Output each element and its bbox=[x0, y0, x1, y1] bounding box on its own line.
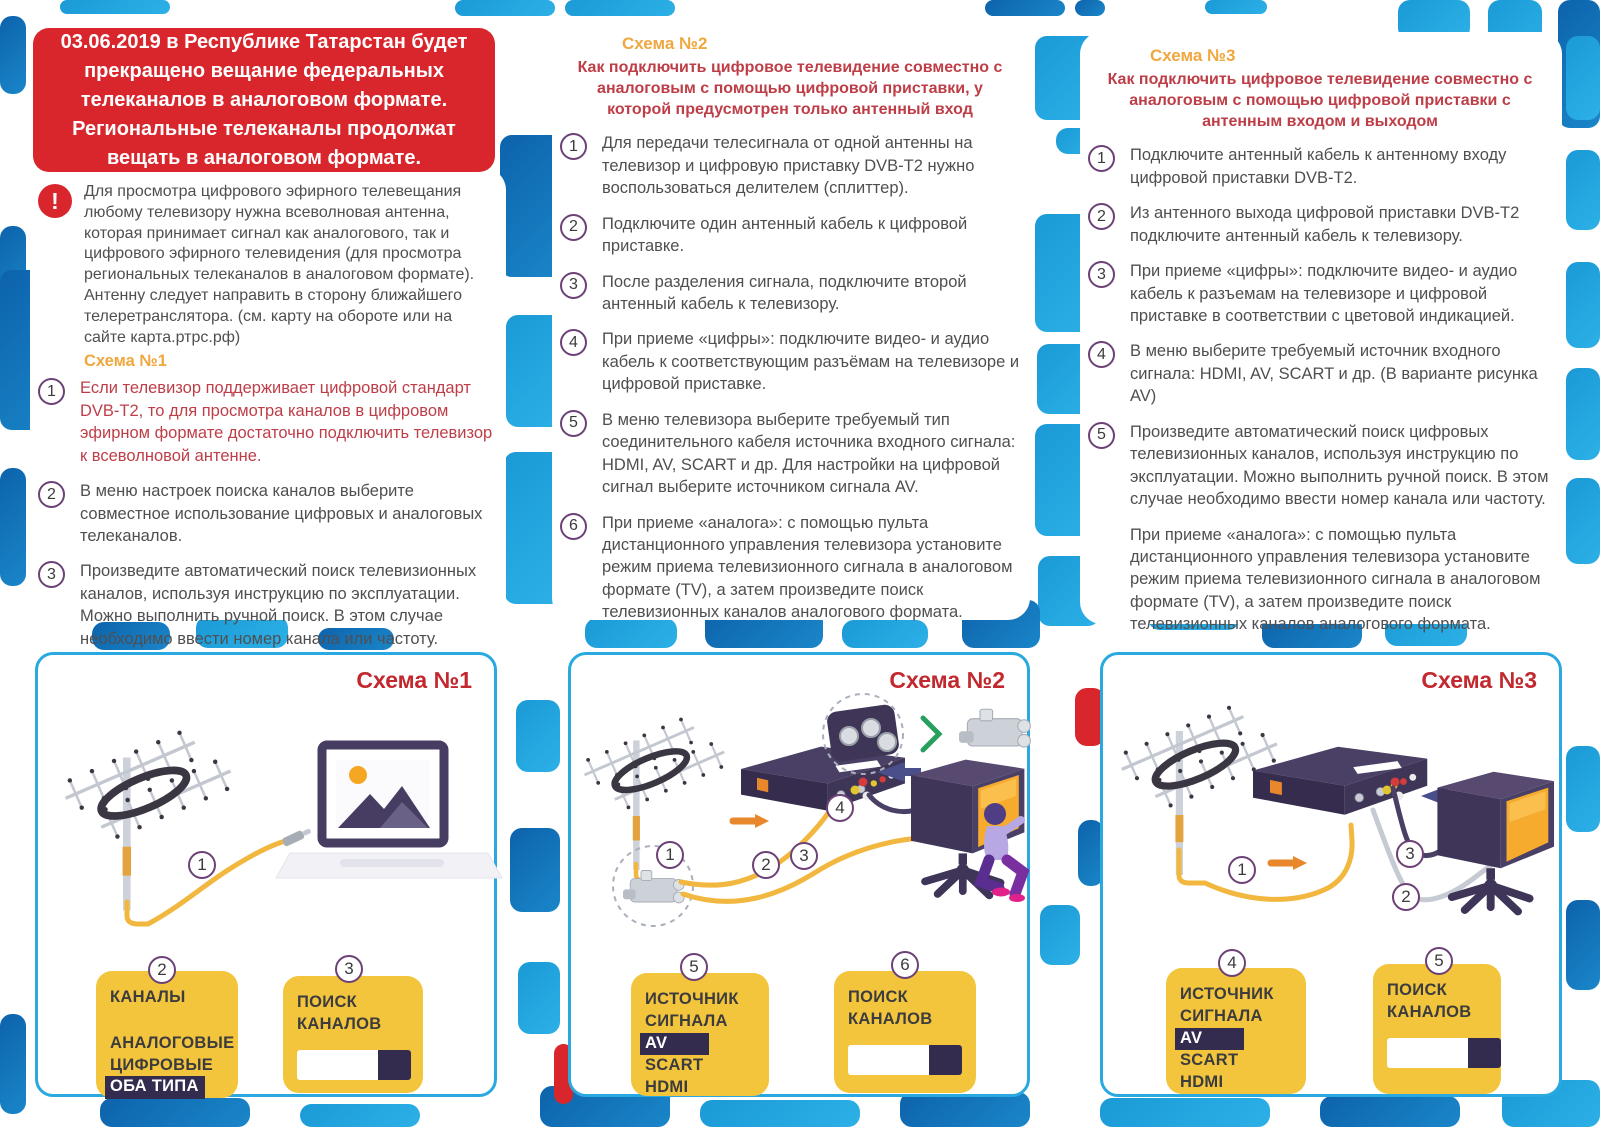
background-tile bbox=[1566, 262, 1600, 348]
callout-2: 2 bbox=[752, 851, 780, 879]
callout-1: 1 bbox=[656, 841, 684, 869]
callout-1: 1 bbox=[188, 851, 216, 879]
menu-channel-search bbox=[834, 971, 976, 1093]
scheme1-illustration bbox=[38, 690, 494, 990]
scheme1-panel-title: Схема №1 bbox=[356, 667, 472, 693]
background-tile bbox=[985, 0, 1065, 16]
step-text: Произведите автоматический поиск цифровых телевизионных каналов, используя инструкцию по эксплуатации. Можно выполнить ручной поиск. В этом случае необходимо ввести номер канала или частоту. bbox=[1130, 422, 1549, 509]
callout-6: 6 bbox=[891, 951, 919, 979]
background-tile bbox=[60, 0, 170, 14]
callout-4: 4 bbox=[826, 794, 854, 822]
scheme2-diagram-panel bbox=[568, 652, 1030, 1097]
menu-title: КАНАЛЫ bbox=[110, 988, 186, 1006]
menu-option: АНАЛОГОВЫЕ bbox=[110, 1033, 235, 1052]
menu-option: HDMI bbox=[1180, 1073, 1224, 1092]
scheme2-panel-title: Схема №2 bbox=[889, 667, 1005, 693]
column-scheme2 bbox=[552, 20, 1030, 620]
column-scheme3 bbox=[1080, 32, 1562, 634]
keyboard bbox=[340, 859, 444, 867]
callout-4: 4 bbox=[1218, 949, 1246, 977]
cable-connector bbox=[281, 826, 312, 847]
scheme2-subtitle: Как подключить цифровое телевидение совместно с аналоговым с помощью цифровой приставки, у которой предусмотрен только антенный вход bbox=[577, 59, 1003, 118]
background-tile bbox=[0, 16, 26, 94]
menu-channels bbox=[96, 971, 238, 1098]
intro-text: Для просмотра цифрового эфирного телевещания любому телевизору нужна всеволновая антенна, которая принимает сигнал как аналогового, так и цифрового эфирного телевидения (для просмотра региональных телеканалов в аналоговом формате). Антенну следует направить в сторону ближайшего телеретранслятора. (см. карту на обороте или на сайте карта.ртрс.рф) bbox=[84, 183, 475, 346]
step-number: 2 bbox=[1088, 203, 1115, 230]
instruction-step bbox=[38, 377, 496, 467]
step-number: 4 bbox=[560, 329, 587, 356]
background-tile bbox=[842, 620, 928, 648]
background-tile bbox=[1566, 478, 1600, 564]
menu-signal-source bbox=[1166, 968, 1306, 1094]
background-tile bbox=[1566, 36, 1600, 120]
background-tile bbox=[510, 828, 560, 912]
step-number: 1 bbox=[1088, 145, 1115, 172]
background-tile bbox=[100, 1098, 250, 1127]
step-number: 3 bbox=[38, 561, 65, 588]
column-intro bbox=[30, 168, 506, 648]
background-tile bbox=[0, 468, 26, 586]
instruction-step bbox=[1088, 202, 1552, 247]
background-tile bbox=[1040, 905, 1080, 965]
background-tile bbox=[1100, 1098, 1270, 1127]
instruction-step bbox=[560, 132, 1020, 199]
step-number: 1 bbox=[560, 133, 587, 160]
background-tile bbox=[1566, 368, 1600, 460]
scheme2-title: Схема №2 bbox=[622, 34, 708, 53]
background-tile bbox=[900, 1092, 1030, 1127]
background-tile bbox=[1566, 900, 1600, 990]
scheme3-diagram-panel bbox=[1100, 652, 1562, 1097]
photo-sun bbox=[349, 766, 367, 784]
step-number: 6 bbox=[560, 513, 587, 540]
menu-title: ПОИСК КАНАЛОВ bbox=[297, 993, 382, 1033]
background-tile bbox=[300, 1104, 420, 1127]
progress-bar bbox=[848, 1045, 962, 1075]
instruction-step bbox=[38, 560, 496, 650]
scheme1-diagram-panel bbox=[35, 652, 497, 1097]
menu-channel-search bbox=[1373, 964, 1501, 1094]
background-tile bbox=[1205, 0, 1267, 14]
step-number: 3 bbox=[560, 272, 587, 299]
background-tile bbox=[700, 1100, 860, 1127]
warning-icon bbox=[38, 184, 72, 218]
background-tile bbox=[1566, 746, 1600, 832]
instruction-step bbox=[560, 271, 1020, 316]
instruction-step bbox=[1088, 340, 1552, 407]
background-tile bbox=[1320, 1096, 1460, 1127]
menu-option-selected: AV bbox=[640, 1033, 709, 1056]
step-text: Если телевизор поддерживает цифровой стандарт DVB-T2, то для просмотра каналов в цифровом эфирном формате достаточно подключить телевизор к всеволновой антенне. bbox=[80, 379, 493, 465]
step-number: 4 bbox=[1088, 341, 1115, 368]
instruction-step bbox=[1088, 144, 1552, 189]
background-tile bbox=[1075, 0, 1105, 16]
background-tile bbox=[0, 1014, 26, 1114]
menu-title: ИСТОЧНИК СИГНАЛА bbox=[645, 990, 739, 1030]
step-text: Для передачи телесигнала от одной антенны на телевизор и цифровую приставку DVB-T2 нужно воспользоваться делителем (сплиттер). bbox=[602, 134, 975, 198]
background-tile bbox=[516, 700, 560, 772]
step-text: Подключите один антенный кабель к цифровой приставке. bbox=[602, 214, 968, 256]
background-tile bbox=[565, 0, 675, 16]
callout-5: 5 bbox=[680, 953, 708, 981]
background-tile bbox=[1566, 150, 1600, 230]
step-text: При приеме «цифры»: подключите видео- и аудио кабель к разъемам на телевизоре и цифровой приставке в соответствии с цветовой индикацией. bbox=[1130, 262, 1518, 326]
instruction-step bbox=[560, 512, 1020, 624]
step-text: При приеме «аналога»: с помощью пульта дистанционного управления телевизора установите режим приема телевизионного сигнала в аналоговом формате (TV), а затем произведите поиск телевизионных каналов аналогового формата. bbox=[602, 513, 1013, 622]
menu-title: ПОИСК КАНАЛОВ bbox=[1387, 981, 1472, 1021]
deadline-alert bbox=[33, 28, 495, 172]
progress-bar bbox=[1387, 1038, 1501, 1068]
menu-option: HDMI bbox=[645, 1078, 689, 1097]
instruction-step bbox=[560, 213, 1020, 258]
step-number: 2 bbox=[38, 481, 65, 508]
step-text: При приеме «цифры»: подключите видео- и аудио кабель к соответствующим разъёмам на телевизоре и цифровой приставке. bbox=[602, 330, 1020, 394]
progress-bar bbox=[297, 1050, 411, 1080]
step-number: 1 bbox=[38, 378, 65, 405]
menu-option: SCART bbox=[1180, 1051, 1239, 1070]
chevron-right-icon bbox=[923, 718, 939, 750]
callout-2: 2 bbox=[1392, 883, 1420, 911]
deadline-alert-text: 03.06.2019 в Республике Татарстан будет прекращено вещание федеральных телеканалов в аналоговом формате. Региональные телеканалы продолжат вещать в аналоговом формате. bbox=[60, 30, 468, 169]
callout-5: 5 bbox=[1425, 947, 1453, 975]
scheme1-label: Схема №1 bbox=[84, 352, 167, 371]
callout-3: 3 bbox=[1396, 840, 1424, 868]
scheme3-panel-title: Схема №3 bbox=[1421, 667, 1537, 693]
step-text: Из антенного выхода цифровой приставки DVB-T2 подключите антенный кабель к телевизору. bbox=[1130, 204, 1520, 245]
warning-glyph: ! bbox=[51, 187, 59, 214]
instruction-step bbox=[1088, 421, 1552, 511]
scheme3-illustration bbox=[1103, 690, 1559, 990]
menu-option: ЦИФРОВЫЕ bbox=[110, 1055, 214, 1074]
step-text: В меню телевизора выберите требуемый тип соединительного кабеля источника входного сигнала: HDMI, AV, SCART и др. Для настройки на цифровой сигнал выберите источником сигнала AV. bbox=[602, 410, 1016, 497]
antenna-cable bbox=[1179, 825, 1352, 899]
instruction-step bbox=[560, 409, 1020, 499]
background-tile bbox=[518, 962, 560, 1034]
scheme3-subtitle: Как подключить цифровое телевидение совместно с аналоговым с помощью цифровой приставки с антенным входом и выходом bbox=[1107, 71, 1533, 130]
scheme3-title: Схема №3 bbox=[1150, 46, 1236, 65]
scheme2-illustration bbox=[571, 690, 1027, 990]
menu-channel-search bbox=[283, 976, 423, 1093]
callout-3: 3 bbox=[790, 842, 818, 870]
menu-title: ПОИСК КАНАЛОВ bbox=[848, 988, 933, 1028]
step-text: Произведите автоматический поиск телевизионных каналов, используя инструкцию по эксплуатации. Можно выполнить ручной поиск. В этом случае необходимо ввести номер канала или частоту. bbox=[80, 562, 477, 648]
step-number: 2 bbox=[560, 214, 587, 241]
step-text: В меню настроек поиска каналов выберите совместное использование цифровых и аналоговых телеканалов. bbox=[80, 482, 483, 545]
callout-1: 1 bbox=[1228, 856, 1256, 884]
menu-option: SCART bbox=[645, 1056, 704, 1075]
callout-2: 2 bbox=[148, 956, 176, 984]
instruction-step bbox=[38, 480, 496, 547]
menu-option-selected: AV bbox=[1175, 1028, 1244, 1051]
step-number: 5 bbox=[1088, 422, 1115, 449]
menu-option-selected: ОБА ТИПА bbox=[105, 1076, 205, 1099]
step-text: После разделения сигнала, подключите второй антенный кабель к телевизору. bbox=[602, 272, 967, 314]
instruction-step bbox=[560, 328, 1020, 395]
menu-title: ИСТОЧНИК СИГНАЛА bbox=[1180, 985, 1274, 1025]
background-tile bbox=[455, 0, 555, 16]
step-number: 5 bbox=[560, 410, 587, 437]
instruction-step bbox=[1088, 260, 1552, 327]
step-number: 3 bbox=[1088, 261, 1115, 288]
callout-3: 3 bbox=[335, 955, 363, 983]
menu-signal-source bbox=[631, 973, 769, 1096]
step-text: В меню выберите требуемый источник входного сигнала: HDMI, AV, SCART и др. (В варианте рисунка AV) bbox=[1130, 342, 1538, 406]
step-text: Подключите антенный кабель к антенному входу цифровой приставки DVB-T2. bbox=[1130, 146, 1507, 187]
analog-note-text: При приеме «аналога»: с помощью пульта дистанционного управления телевизора установите режим приема телевизионного сигнала в аналоговом формате (TV), а затем произведите поиск телевизионных каналов аналогового формата. bbox=[1130, 525, 1541, 634]
